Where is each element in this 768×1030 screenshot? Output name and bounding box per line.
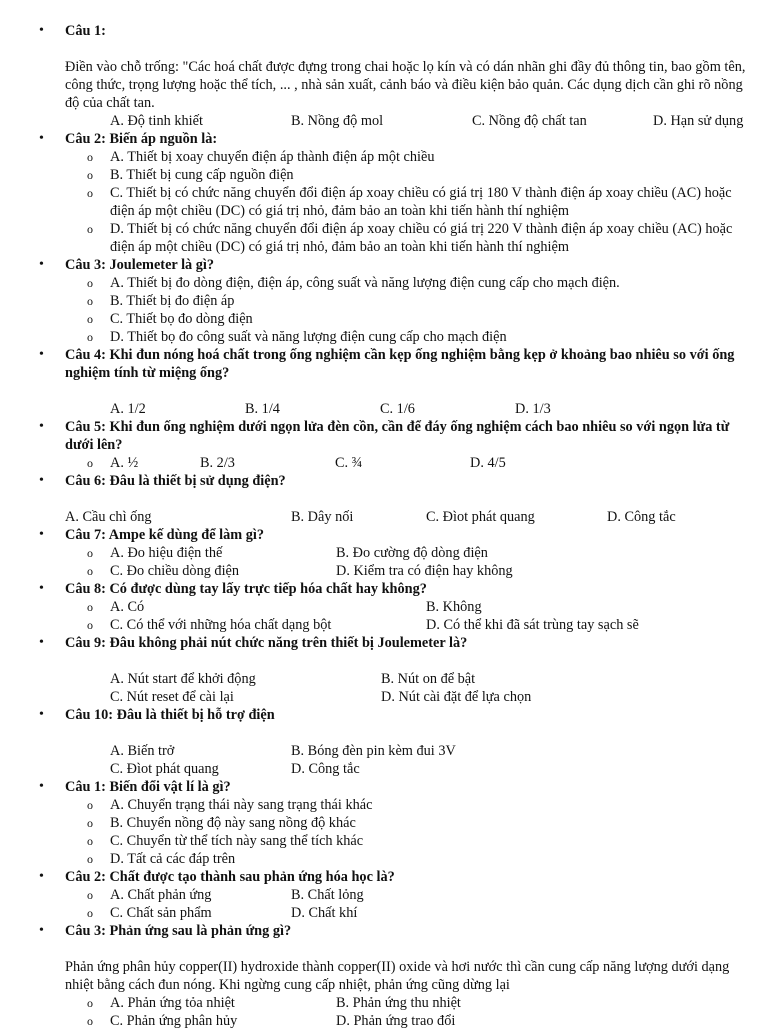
- answer-row: [0, 562, 768, 580]
- circle-bullet-icon: o: [87, 1014, 93, 1028]
- circle-bullet-icon: o: [87, 834, 93, 848]
- answer-row: [0, 454, 768, 472]
- answer-row: [0, 742, 768, 760]
- answer-option: A. Cầu chì ống: [65, 509, 152, 525]
- answer-option: B. 1/4: [245, 401, 280, 417]
- question-title: Câu 3: Joulemeter là gì?: [65, 257, 215, 273]
- circle-bullet-icon: o: [87, 618, 93, 632]
- bullet-icon: •: [39, 923, 44, 938]
- answer-option: A. Nút start để khởi động: [110, 671, 256, 687]
- answer-option: o A. Chuyển trạng thái này sang trạng thái khác: [87, 797, 373, 813]
- answer-option: B. Dây nối: [291, 509, 354, 525]
- answer-row: [0, 400, 768, 418]
- answer-option: B. Không: [426, 599, 482, 615]
- answer-option: A. Chất phản ứng: [110, 887, 212, 903]
- answer-row: [0, 544, 768, 562]
- answer-option: B. Đo cường độ dòng điện: [336, 545, 488, 561]
- question-9: [0, 634, 768, 652]
- question-title: Câu 8: Có được dùng tay lấy trực tiếp hóa chất hay không?: [65, 581, 427, 597]
- circle-bullet-icon: o: [87, 564, 93, 578]
- answer-option: B. Phản ứng thu nhiệt: [336, 995, 461, 1011]
- answer-row: [0, 1012, 768, 1030]
- circle-bullet-icon: o: [87, 600, 93, 614]
- bullet-icon: •: [39, 419, 44, 434]
- question-title: Câu 5: Khi đun ống nghiệm dưới ngọn lửa đèn cồn, cần để đáy ống nghiệm cách bao nhiêu so với ngọn lửa từ dưới lên?: [65, 419, 730, 453]
- circle-bullet-icon: o: [87, 816, 93, 830]
- bullet-icon: •: [39, 779, 44, 794]
- answer-option: o D. Thiết bọ đo công suất và năng lượng điện cung cấp cho mạch điện: [87, 329, 507, 345]
- circle-bullet-icon: o: [87, 798, 93, 812]
- answer-row: [0, 598, 768, 616]
- answer-option: o A. Thiết bị xoay chuyển điện áp thành điện áp một chiều: [87, 149, 435, 165]
- circle-bullet-icon: o: [87, 222, 93, 236]
- answer-option: B. 2/3: [200, 455, 235, 471]
- bullet-icon: •: [39, 23, 44, 38]
- circle-bullet-icon: o: [87, 312, 93, 326]
- answer-option: C. Nồng độ chất tan: [472, 113, 587, 129]
- question-title: Câu 2: Chất được tạo thành sau phản ứng hóa học là?: [65, 869, 395, 885]
- answer-row: [0, 670, 768, 688]
- question-12: [0, 868, 768, 886]
- circle-bullet-icon: o: [87, 996, 93, 1010]
- answer-option: C. Chất sản phẩm: [110, 905, 212, 921]
- circle-bullet-icon: o: [87, 294, 93, 308]
- circle-bullet-icon: o: [87, 546, 93, 560]
- question-1: [0, 22, 768, 112]
- answer-row: [0, 688, 768, 706]
- bullet-icon: •: [39, 347, 44, 362]
- question-title: Câu 3: Phản ứng sau là phản ứng gì?: [65, 923, 292, 939]
- answer-option: C. Phản ứng phân hủy: [110, 1013, 238, 1029]
- question-text: Phản ứng phân hủy copper(II) hydroxide thành copper(II) oxide và hơi nước thì cần cung cấp năng lượng dưới dạng nhiệt bằng cách đun nóng. Khi ngừng cung cấp nhiệt, phản ứng cũng dừng lại: [65, 959, 730, 993]
- question-title: Câu 4: Khi đun nóng hoá chất trong ống nghiệm cần kẹp ống nghiệm bằng kẹp ở khoảng bao nhiêu so với ống nghiệm tính từ miệng ống?: [65, 347, 735, 381]
- question-4: [0, 346, 768, 382]
- answer-option: o D. Tất cả các đáp trên: [87, 851, 236, 867]
- bullet-icon: •: [39, 581, 44, 596]
- answer-row: [0, 508, 768, 526]
- question-title: Câu 1:: [65, 23, 106, 39]
- circle-bullet-icon: o: [87, 276, 93, 290]
- answer-option: o C. Thiết bị có chức năng chuyển đổi điện áp xoay chiều có giá trị 180 V thành điện áp xoay chiều (AC) hoặc điện áp một chiều (DC) có giá trị nhỏ, đảm bảo an toàn khi tiến hành thí nghiệm: [87, 185, 732, 219]
- question-11: [0, 778, 768, 796]
- answer-row: [0, 994, 768, 1012]
- circle-bullet-icon: o: [87, 168, 93, 182]
- answer-option: C. ¾: [335, 455, 363, 471]
- answer-row: [0, 886, 768, 904]
- answer-option: o C. Chuyển từ thể tích này sang thể tích khác: [87, 833, 364, 849]
- bullet-icon: •: [39, 257, 44, 272]
- answer-option: B. Nồng độ mol: [291, 113, 384, 129]
- circle-bullet-icon: o: [87, 456, 93, 470]
- answer-option: A. Biến trở: [110, 743, 175, 759]
- answer-option: D. Hạn sử dụng: [653, 113, 744, 129]
- question-3: [0, 256, 768, 274]
- answer-row: [0, 616, 768, 634]
- question-13: [0, 922, 768, 994]
- question-title: Câu 1: Biến đổi vật lí là gì?: [65, 779, 231, 795]
- answer-option: o C. Thiết bọ đo dòng điện: [87, 311, 253, 327]
- circle-bullet-icon: o: [87, 150, 93, 164]
- answer-row: [0, 112, 768, 130]
- answer-option: o B. Thiết bị đo điện áp: [87, 293, 235, 309]
- answer-option: C. Có thể với những hóa chất dạng bột: [110, 617, 332, 633]
- bullet-icon: •: [39, 473, 44, 488]
- circle-bullet-icon: o: [87, 906, 93, 920]
- answer-option: D. Phản ứng trao đổi: [336, 1013, 456, 1029]
- answer-row: [0, 760, 768, 778]
- answer-option: A. Phản ứng tỏa nhiệt: [110, 995, 235, 1011]
- answer-option: C. 1/6: [380, 401, 415, 417]
- question-7: [0, 526, 768, 544]
- bullet-icon: •: [39, 527, 44, 542]
- answer-option: B. Bóng đèn pin kèm đui 3V: [291, 743, 456, 759]
- answer-option: C. Đìot phát quang: [426, 509, 535, 525]
- bullet-icon: •: [39, 131, 44, 146]
- question-text: Điền vào chỗ trống: "Các hoá chất được đựng trong chai hoặc lọ kín và có dán nhãn ghi đầy đủ thông tin, bao gồm tên, công thức, trọng lượng hoặc thể tích, ... , nhà sản xuất, cảnh báo và điều kiện bảo quản. Các dụng dịch cần ghi rõ nồng độ của chất tan.: [65, 59, 746, 111]
- question-title: Câu 9: Đâu không phải nút chức năng trên thiết bị Joulemeter là?: [65, 635, 468, 651]
- answer-option: B. Nút on để bật: [381, 671, 476, 687]
- question-title: Câu 2: Biến áp nguồn là:: [65, 131, 218, 147]
- circle-bullet-icon: o: [87, 852, 93, 866]
- answer-option: D. Kiểm tra có điện hay không: [336, 563, 513, 579]
- question-8: [0, 580, 768, 598]
- answer-option: A. Đo hiệu điện thế: [110, 545, 223, 561]
- answer-option: o B. Thiết bị cung cấp nguồn điện: [87, 167, 294, 183]
- bullet-icon: •: [39, 707, 44, 722]
- answer-option: A. 1/2: [110, 401, 146, 417]
- answer-option: D. Chất khí: [291, 905, 358, 921]
- answer-option: D. Công tắc: [291, 761, 360, 777]
- answer-option: o D. Thiết bị có chức năng chuyển đổi điện áp xoay chiều có giá trị 220 V thành điện áp xoay chiều (AC) hoặc điện áp một chiều (DC) có giá trị nhỏ, đảm bảo an toàn khi tiến hành thí nghiệm: [87, 221, 733, 255]
- answer-option: o A. Thiết bị đo dòng điện, điện áp, công suất và năng lượng điện cung cấp cho mạch điện.: [87, 275, 620, 291]
- answer-option: A. ½: [110, 455, 139, 471]
- circle-bullet-icon: o: [87, 330, 93, 344]
- answer-option: C. Nút reset để cài lại: [110, 689, 234, 705]
- answer-option: C. Đo chiều dòng điện: [110, 563, 240, 579]
- answer-option: o B. Chuyển nồng độ này sang nồng độ khác: [87, 815, 356, 831]
- question-title: Câu 6: Đâu là thiết bị sử dụng điện?: [65, 473, 286, 489]
- answer-option: B. Chất lỏng: [291, 887, 364, 903]
- answer-option: D. Công tắc: [607, 509, 676, 525]
- answer-row: [0, 904, 768, 922]
- question-title: Câu 7: Ampe kế dùng để làm gì?: [65, 527, 264, 543]
- question-2: [0, 130, 768, 148]
- bullet-icon: •: [39, 635, 44, 650]
- bullet-icon: •: [39, 869, 44, 884]
- answer-option: D. 1/3: [515, 401, 551, 417]
- question-5: [0, 418, 768, 454]
- circle-bullet-icon: o: [87, 186, 93, 200]
- question-6: [0, 472, 768, 490]
- answer-option: D. 4/5: [470, 455, 506, 471]
- circle-bullet-icon: o: [87, 888, 93, 902]
- answer-option: D. Có thể khi đã sát trùng tay sạch sẽ: [426, 617, 639, 633]
- answer-option: C. Đìot phát quang: [110, 761, 219, 777]
- answer-option: D. Nút cài đặt để lựa chọn: [381, 689, 532, 705]
- answer-option: A. Độ tinh khiết: [110, 113, 203, 129]
- question-title: Câu 10: Đâu là thiết bị hỗ trợ điện: [65, 707, 275, 723]
- answer-option: A. Có: [110, 599, 145, 615]
- question-10: [0, 706, 768, 724]
